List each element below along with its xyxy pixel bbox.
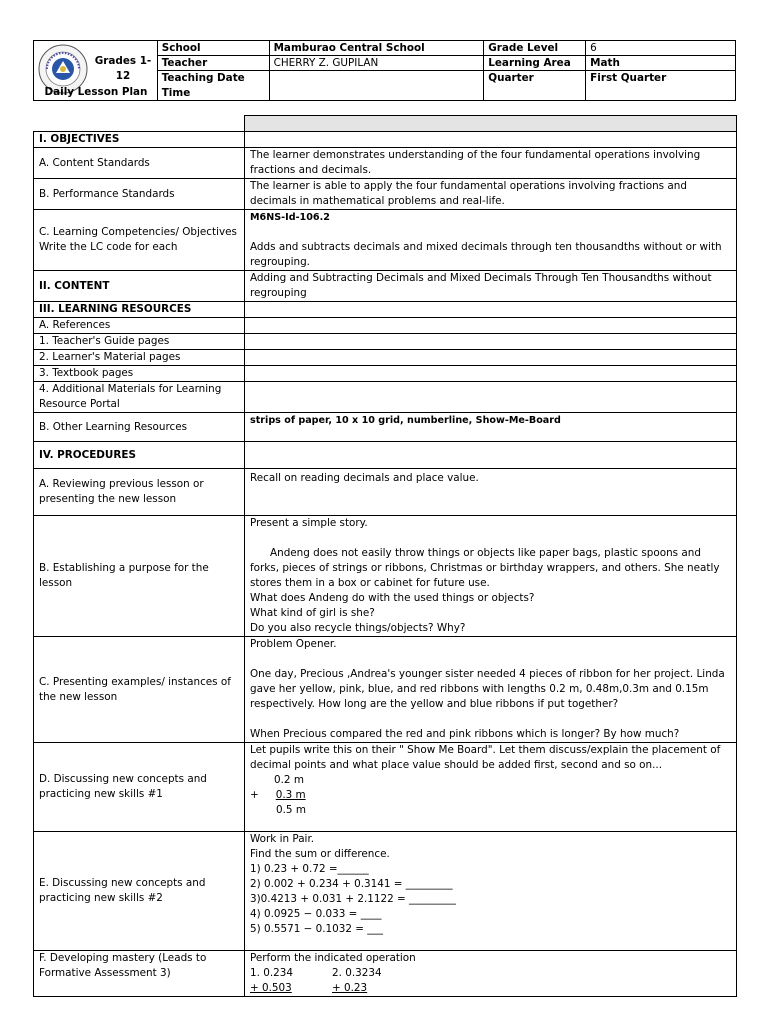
references-label: A. References bbox=[34, 318, 245, 334]
competency-code: M6NS-Id-106.2 bbox=[250, 212, 330, 223]
performance-standards-label: B. Performance Standards bbox=[34, 179, 245, 210]
learning-resources-heading: III. LEARNING RESOURCES bbox=[34, 302, 245, 318]
teaching-date-value bbox=[269, 71, 484, 101]
procedure-b-cell bbox=[245, 516, 737, 637]
exercise-1: 1) 0.23 + 0.72 =______ bbox=[250, 863, 369, 875]
time-label: Time bbox=[157, 86, 269, 101]
plus-sign: + bbox=[250, 789, 259, 801]
competencies-cell bbox=[245, 210, 737, 271]
teacher-value: CHERRY Z. GUPILAN bbox=[269, 56, 484, 71]
perform-instruction: Perform the indicated operation bbox=[250, 952, 416, 964]
textbook-label: 3. Textbook pages bbox=[34, 366, 245, 382]
school-value: Mamburao Central School bbox=[269, 41, 484, 56]
empty-cell bbox=[245, 334, 737, 350]
empty-cell bbox=[245, 442, 737, 469]
competency-text: Adds and subtracts decimals and mixed decimals through ten thousandths without or with regrouping. bbox=[250, 241, 722, 268]
exercise-5: 5) 0.5571 − 0.1032 = ___ bbox=[250, 923, 383, 935]
addend-1: 0.2 m bbox=[274, 774, 304, 786]
story-question-3: Do you also recycle things/objects? Why? bbox=[250, 622, 466, 634]
story-question-2: What kind of girl is she? bbox=[250, 607, 375, 619]
logo-cell bbox=[34, 41, 158, 101]
performance-standards-text: The learner is able to apply the four fundamental operations involving fractions and decimals in mathematical problems and real-life. bbox=[245, 179, 737, 210]
problem-2-bottom: + 0.23 bbox=[332, 982, 368, 994]
story-intro: Present a simple story. bbox=[250, 517, 368, 529]
story-question-1: What does Andeng do with the used things or objects? bbox=[250, 592, 535, 604]
other-resources-label: B. Other Learning Resources bbox=[34, 413, 245, 442]
exercise-3: 3)0.4213 + 0.031 + 2.1122 = _________ bbox=[250, 893, 456, 905]
procedure-e-cell bbox=[245, 832, 737, 951]
addend-2: 0.3 m bbox=[275, 789, 306, 801]
procedure-f-label: F. Developing mastery (Leads to Formative Assessment 3) bbox=[34, 951, 245, 997]
empty-cell bbox=[245, 382, 737, 413]
quarter-value: First Quarter bbox=[586, 71, 736, 101]
procedure-e-label: E. Discussing new concepts and practicing new skills #2 bbox=[34, 832, 245, 951]
teachers-guide-label: 1. Teacher's Guide pages bbox=[34, 334, 245, 350]
empty-cell bbox=[245, 366, 737, 382]
content-standards-label: A. Content Standards bbox=[34, 148, 245, 179]
content-standards-text: The learner demonstrates understanding of the four fundamental operations involving fractions and decimals. bbox=[245, 148, 737, 179]
problems-row-2 bbox=[250, 981, 731, 996]
empty-cell bbox=[245, 302, 737, 318]
empty-cell bbox=[245, 132, 737, 148]
blank-cell bbox=[34, 116, 245, 132]
content-label: II. CONTENT bbox=[34, 271, 245, 302]
exercise-4: 4) 0.0925 − 0.033 = ____ bbox=[250, 908, 382, 920]
header-table bbox=[33, 40, 736, 101]
procedure-f-cell bbox=[245, 951, 737, 997]
objectives-heading: I. OBJECTIVES bbox=[34, 132, 245, 148]
daily-lesson-plan-label: Daily Lesson Plan bbox=[44, 86, 148, 98]
problem-opener: Problem Opener. bbox=[250, 638, 337, 650]
procedure-a-label: A. Reviewing previous lesson or presenting the new lesson bbox=[34, 469, 245, 516]
teacher-label: Teacher bbox=[157, 56, 269, 71]
problem-question: When Precious compared the red and pink ribbons which is longer? By how much? bbox=[250, 728, 680, 740]
procedures-table bbox=[33, 115, 737, 997]
empty-cell bbox=[245, 350, 737, 366]
procedure-d-label: D. Discussing new concepts and practicing new skills #1 bbox=[34, 743, 245, 832]
school-label: School bbox=[157, 41, 269, 56]
instruction: Find the sum or difference. bbox=[250, 848, 390, 860]
work-in-pair: Work in Pair. bbox=[250, 833, 315, 845]
learning-area-value: Math bbox=[586, 56, 736, 71]
procedure-c-cell bbox=[245, 637, 737, 743]
additional-materials-label: 4. Additional Materials for Learning Resource Portal bbox=[34, 382, 245, 413]
grades-label: Grades 1-12 bbox=[94, 55, 152, 82]
learning-area-label: Learning Area bbox=[484, 56, 586, 71]
problem-2-top: 2. 0.3234 bbox=[332, 967, 382, 979]
procedure-c-label: C. Presenting examples/ instances of the new lesson bbox=[34, 637, 245, 743]
show-me-board-text: Let pupils write this on their " Show Me Board". Let them discuss/explain the placement of decimal points and what place value should be added first, second and so on... bbox=[250, 744, 721, 771]
empty-cell bbox=[245, 318, 737, 334]
procedure-b-label: B. Establishing a purpose for the lesson bbox=[34, 516, 245, 637]
procedures-heading: IV. PROCEDURES bbox=[34, 442, 245, 469]
story-text: Andeng does not easily throw things or objects like paper bags, plastic spoons and forks, pieces of strings or ribbons, Christmas or birthday wrappers, and others. She neatly stores them in a box or cabinet for future use. bbox=[250, 547, 720, 589]
content-text: Adding and Subtracting Decimals and Mixed Decimals Through Ten Thousandths without regrouping bbox=[245, 271, 737, 302]
procedure-d-cell bbox=[245, 743, 737, 832]
procedure-a-text: Recall on reading decimals and place value. bbox=[245, 469, 737, 516]
competencies-label: C. Learning Competencies/ Objectives Write the LC code for each bbox=[34, 210, 245, 271]
quarter-label: Quarter bbox=[484, 71, 586, 101]
exercise-2: 2) 0.002 + 0.234 + 0.3141 = _________ bbox=[250, 878, 453, 890]
header-bar bbox=[245, 116, 737, 132]
problems-row-1 bbox=[250, 966, 731, 981]
learners-material-label: 2. Learner's Material pages bbox=[34, 350, 245, 366]
problem-1-top: 1. 0.234 bbox=[250, 967, 293, 979]
grade-level-label: Grade Level bbox=[484, 41, 586, 56]
problem-1-bottom: + 0.503 bbox=[250, 982, 292, 994]
addend-2-row bbox=[250, 788, 731, 803]
teaching-date-label: Teaching Date bbox=[157, 71, 269, 87]
sum: 0.5 m bbox=[276, 804, 306, 816]
grade-level-value: 6 bbox=[586, 41, 736, 56]
problem-text: One day, Precious ,Andrea's younger sister needed 4 pieces of ribbon for her project. Linda gave her yellow, pink, blue, and red ribbons with lengths 0.2 m, 0.48m,0.3m and 0.15m respectively. How long are the yellow and blue ribbons if put together? bbox=[250, 668, 725, 710]
other-resources-text: strips of paper, 10 x 10 grid, numberline, Show-Me-Board bbox=[245, 413, 737, 442]
